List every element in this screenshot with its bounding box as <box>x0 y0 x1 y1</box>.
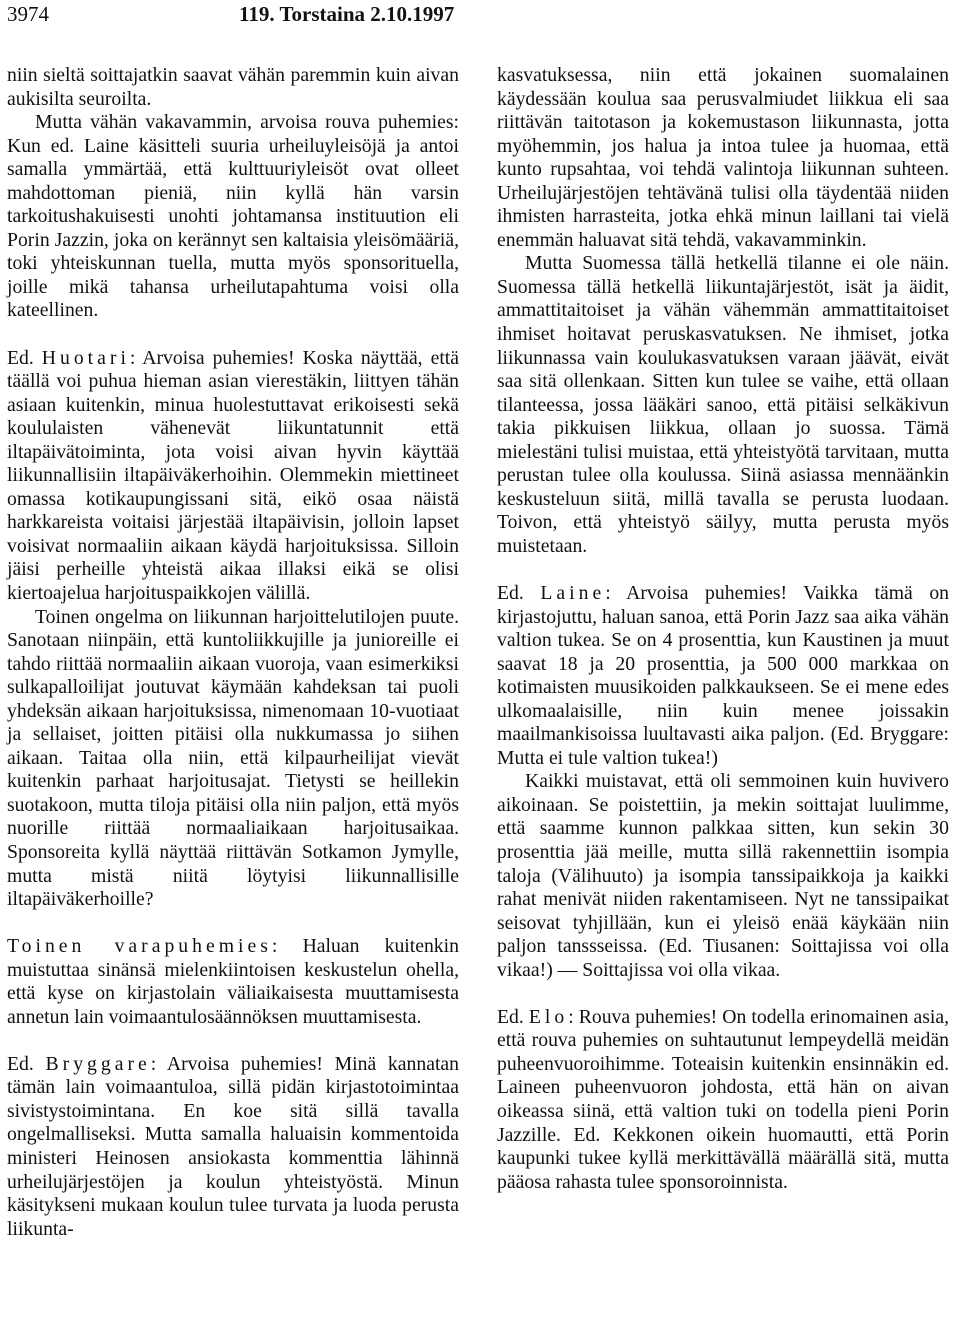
speech-bryggare <box>7 1053 459 1241</box>
page-header <box>7 2 953 32</box>
speech-text: : Arvoisa puhemies! Koska näyttää, että täällä voi puhua hieman asian vierestäkin, liittyen tähän asiaan kuitenkin, minua huolestuttavat erikoisesti sekä koululaisten vähenevät liikuntatunnit että iltapäivätoiminta, jota voisi aivan hyvin käyttää liikunnallisiin iltapäiväkerhoihin. Olemmekin miettineet omassa kotikaupungissani sitä, eikö osaa näistä harkkareista voitaisi järjestää iltapäivisin, jolloin lapset voisivat normaaliin aikaan käydä harjoituksissa. Silloin jäisi perheille yhteistä aikaa illaksi eikä se olisi kiertoajelua harjoituspaikkojen välillä. <box>7 346 459 604</box>
speech-prefix: Ed. <box>497 581 524 604</box>
speaker-name: Laine <box>540 581 606 604</box>
paragraph: niin sieltä soittajatkin saavat vähän paremmin kuin aivan aukisilta seuroilta. <box>7 64 459 110</box>
speaker-name: Elo <box>528 1005 569 1028</box>
speech-text: : Haluan kuitenkin muistuttaa sinänsä mielenkiintoisen keskustelun ohella, että kyse on kirjastolain väliaikaisesta muuttamisesta annetun lain voimaantulosäännöksen muuttamisesta. <box>7 935 459 1028</box>
speaker-name: Toinen varapuhemies <box>7 935 272 958</box>
paragraph: Toinen ongelma on liikunnan harjoittelutilojen puute. Sanotaan niinpäin, että kuntoliikkujille ja junioreille ei tahdo riittää normaaliin aikaan vuoroja, vaan esimerkiksi sulkapalloilijat joutuvat käymään kahdeksan tai puoli yhdeksän aikaan harjoituksissa, nimenomaan 10-vuotiaat ja sellaiset, joitten pitäisi olla nukkumassa jo siihen aikaan. Taitaa olla niin, että kilpaurheilijat vievät kuitenkin parhaat harjoitusajat. Tietysti se heillekin suotakoon, mutta tiloja pitäisi olla niin paljon, että myös nuorille riittää normaaliaikaan harjoitusaikaa. Sponsoreita kyllä näyttää riittävän Sotkamon Jymylle, mutta mistä niitä löytyisi liikunnallisille iltapäiväkerhoille? <box>7 605 459 911</box>
paragraph: kasvatuksessa, niin että jokainen suomalainen käydessään koulua saa perusvalmiudet liikkua eli saa riittävän taitotason ja kokemustason liikunnasta, jotta myöhemmin, jos halua ja intoa tulee ja huomaa, että kunto rupsahtaa, voi tehdä valintoja liikunnan suhteen. Urheilujärjestöjen tehtävänä tulisi olla täydentää niiden ihmisten harrasteita, jotka ehkä minun laillani tai vielä enemmän haluavat sitä tehdä, vakavamminkin. <box>497 64 949 251</box>
speech-text: : Arvoisa puhemies! Minä kannatan tämän lain voimaantuloa, sillä pidän kirjastotoimintaa sivistystoimintana. En koe sitä sillä tavalla ongelmalliseksi. Mutta samalla haluaisin kommentoida ministeri Heinosen ansiokasta kommenttia lähinnä urheilujärjestöjen ja koulun yhteistyöstä. Minun käsitykseni mukaan koulun tulee turvata ja luoda perusta liikunta- <box>7 1052 459 1240</box>
speech-prefix: Ed. <box>7 346 34 369</box>
speech-elo <box>497 1006 949 1194</box>
speech-text: : Rouva puhemies! On todella erinomainen asia, että rouva puhemies on suhtautunut lempeydellä meidän puheenvuoroihimme. Toteaisin kuitenkin ensinnäkin ed. Laineen puheenvuoron johdosta, että hän on aivan oikeassa siinä, että valtion tuki on todella pieni Porin Jazzille. Ed. Kekkonen oikein huomautti, että Porin kaupunki tukee kyllä merkittävällä määrällä sitä, mutta pääosa rahasta tulee sponsoroinnista. <box>497 1005 949 1193</box>
page-number: 3974 <box>7 2 49 26</box>
right-column <box>497 64 949 1194</box>
speech-prefix: Ed. <box>497 1005 524 1028</box>
speech-huotari <box>7 347 459 606</box>
speech-varapuhemies <box>7 935 459 1029</box>
speaker-name: Bryggare <box>45 1052 151 1075</box>
session-title: 119. Torstaina 2.10.1997 <box>239 2 455 26</box>
speech-laine <box>497 582 949 770</box>
speaker-name: Huotari <box>41 346 130 369</box>
left-column <box>7 64 459 1241</box>
speech-prefix: Ed. <box>7 1052 34 1075</box>
paragraph: Mutta vähän vakavammin, arvoisa rouva puhemies: Kun ed. Laine käsitteli suuria urheiluyleisöjä ja antoi samalla ymmärtää, että kulttuuriyleisöt ovat olleet mahdottoman pieniä, niin kyllä hän varsin tarkoitushakuisesti unohti johtamansa instituution eli Porin Jazzin, joka on kerännyt sen kaltaisia yleisömääriä, toki yhteiskunnan tuella, mutta myös sponsorituella, joille mikä tahansa urheilutapahtuma voisi olla kateellinen. <box>7 111 459 322</box>
speech-text: : Arvoisa puhemies! Vaikka tämä on kirjastojuttu, haluan sanoa, että Porin Jazz saa aika vähän valtion tukea. Se on 4 prosenttia, kun Kaustinen ja muut saavat 18 ja 20 prosenttia, ja 500 000 markkaa on kotimaisten muusikoiden palkkaukseen. Se ei mene edes ulkomaalaisille, niin kuin menee joissakin maailmankisoissa luultavasti aika paljon. (Ed. Bryggare: Mutta ei tule valtion tukea!) <box>497 581 950 769</box>
paragraph: Kaikki muistavat, että oli semmoinen kuin huvivero aikoinaan. Se poistettiin, ja mekin soittajat luulimme, että saamme kunnon palkkaa sitten, kun sekin 30 prosenttia jää meille, mutta sillä rakennettiin isompia taloja (Välihuuto) ja isompia tanssipaikkoja ja kaikki rahat menivät niiden rakentamiseen. Nyt ne tanssipaikat seisovat tyhjillään, kun ei yleisö enää käykään niin paljon tanssseissa. (Ed. Tiusanen: Soittajissa voi olla vikaa!) — Soittajissa voi olla vikaa. <box>497 770 949 981</box>
paragraph: Mutta Suomessa tällä hetkellä tilanne ei ole näin. Suomessa tällä hetkellä liikuntajärjestöt, isät ja äidit, ammattitaitoiset ja vähän vähemmän ammattitaitoiset ihmiset hoitavat peruskasvatuksen. Ne ihmiset, jotka liikunnassa vain koulukasvatuksen varaan jäävät, eivät saa sitä ollenkaan. Sitten kun tulee se vaihe, että ollaan tilanteessa, jossa lääkäri sanoo, että pitäisi selkäkivun takia pikkuisen liikkua, ollaan jo suossa. Tämä mielestäni tulisi muistaa, että yhteistyötä tarvitaan, mutta perustan tulee olla koulussa. Siinä asiassa mennäänkin keskusteluun siitä, millä tavalla se perusta luodaan. Toivon, että yhteistyö säilyy, mutta perusta myös muistetaan. <box>497 252 949 557</box>
